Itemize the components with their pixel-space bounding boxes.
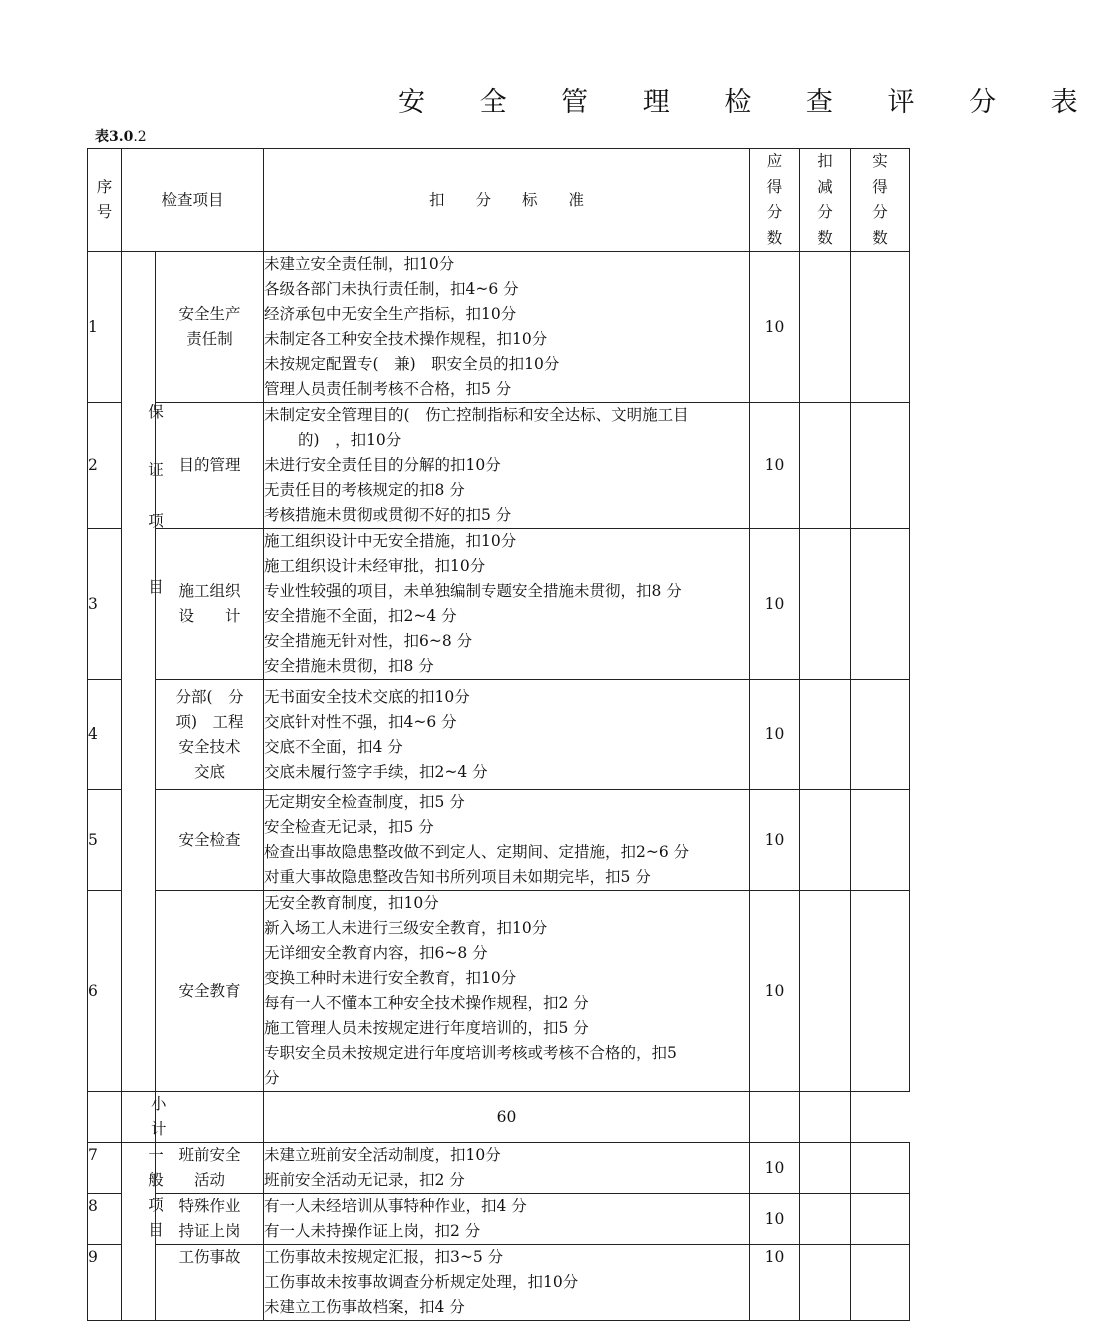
check-item: 安全生产 责任制 bbox=[156, 252, 264, 403]
due-score: 10 bbox=[750, 529, 800, 680]
deduct-score-cell bbox=[800, 891, 851, 1092]
actual-score-cell bbox=[851, 252, 910, 403]
group-general-label: 一 般 项 目 bbox=[148, 1146, 164, 1239]
group-general bbox=[122, 1143, 164, 1321]
check-item: 目的管理 bbox=[156, 403, 264, 529]
actual-score-cell bbox=[851, 1143, 910, 1194]
deduct-score-cell bbox=[800, 790, 851, 891]
actual-score-cell bbox=[851, 790, 910, 891]
due-score: 10 bbox=[750, 1245, 800, 1321]
row-number: 4 bbox=[88, 680, 122, 790]
row-number: 5 bbox=[88, 790, 122, 891]
table-row bbox=[88, 252, 910, 403]
row-number: 7 bbox=[88, 1143, 122, 1194]
table-row bbox=[88, 1143, 910, 1194]
subtotal-number-cell bbox=[88, 1092, 122, 1143]
criteria-cell: 施工组织设计中无安全措施，扣10分 施工组织设计未经审批，扣10分 专业性较强的项目，未单独编制专题安全措施未贯彻，扣8 分 安全措施不全面，扣2~4 分 安全措施无针对性，扣6~8 分 安全措施未贯彻，扣8 分 bbox=[264, 529, 750, 680]
criteria-cell: 无安全教育制度，扣10分 新入场工人未进行三级安全教育，扣10分 无详细安全教育内容，扣6~8 分 变换工种时未进行安全教育，扣10分 每有一人不懂本工种安全技术操作规程，扣2 分 施工管理人员未按规定进行年度培训的，扣5 分 专职安全员未按规定进行年度培训考核或考核不合格的，扣5 分 bbox=[264, 891, 750, 1092]
due-score: 10 bbox=[750, 252, 800, 403]
row-number: 3 bbox=[88, 529, 122, 680]
deduct-score-cell bbox=[800, 680, 851, 790]
due-score: 10 bbox=[750, 1143, 800, 1194]
deduct-score-cell bbox=[800, 403, 851, 529]
actual-score-cell bbox=[851, 891, 910, 1092]
criteria-cell: 无定期安全检查制度，扣5 分 安全检查无记录，扣5 分 检查出事故隐患整改做不到定人、定期间、定措施，扣2~6 分 对重大事故隐患整改告知书所列项目未如期完毕，扣5 分 bbox=[264, 790, 750, 891]
table-row bbox=[88, 1194, 910, 1245]
group-guarantee bbox=[122, 252, 164, 1092]
deduct-score-cell bbox=[800, 529, 851, 680]
header-actual-score: 实 得 分 数 bbox=[851, 149, 910, 252]
row-number: 6 bbox=[88, 891, 122, 1092]
due-score: 10 bbox=[750, 680, 800, 790]
check-item: 工伤事故 bbox=[156, 1245, 264, 1321]
row-number: 8 bbox=[88, 1194, 122, 1245]
header-item: 检查项目 bbox=[122, 149, 264, 252]
row-number: 2 bbox=[88, 403, 122, 529]
criteria-cell: 未建立安全责任制，扣10分 各级各部门未执行责任制，扣4~6 分 经济承包中无安全生产指标，扣10分 未制定各工种安全技术操作规程，扣10分 未按规定配置专( 兼) 职安全员的扣10分 管理人员责任制考核不合格，扣5 分 bbox=[264, 252, 750, 403]
actual-score-cell bbox=[851, 1194, 910, 1245]
check-item: 施工组织 设 计 bbox=[156, 529, 264, 680]
actual-score-cell bbox=[800, 1092, 851, 1143]
criteria-cell: 未制定安全管理目的( 伤亡控制指标和安全达标、文明施工目 的) ，扣10分 未进行安全责任目的分解的扣10分 无责任目的考核规定的扣8 分 考核措施未贯彻或贯彻不好的扣5 分 bbox=[264, 403, 750, 529]
header-seq: 序 号 bbox=[88, 149, 122, 252]
deduct-score-cell bbox=[800, 252, 851, 403]
due-score: 10 bbox=[750, 891, 800, 1092]
table-row bbox=[88, 529, 910, 680]
table-number: 表3.0.2 bbox=[95, 129, 147, 145]
criteria-cell: 无书面安全技术交底的扣10分 交底针对性不强，扣4~6 分 交底不全面，扣4 分 交底未履行签字手续，扣2~4 分 bbox=[264, 680, 750, 790]
check-item: 分部( 分 项) 工程 安全技术 交底 bbox=[156, 680, 264, 790]
actual-score-cell bbox=[851, 403, 910, 529]
check-item: 安全教育 bbox=[156, 891, 264, 1092]
deduct-score-cell bbox=[800, 1143, 851, 1194]
deduct-score-cell bbox=[750, 1092, 800, 1143]
due-score: 10 bbox=[750, 403, 800, 529]
actual-score-cell bbox=[851, 1245, 910, 1321]
check-item: 班前安全 活动 bbox=[156, 1143, 264, 1194]
deduct-score-cell bbox=[800, 1245, 851, 1321]
deduct-score-cell bbox=[800, 1194, 851, 1245]
row-number: 1 bbox=[88, 252, 122, 403]
subtotal-row bbox=[88, 1092, 910, 1143]
subtotal-score: 60 bbox=[264, 1092, 750, 1143]
check-item: 安全检查 bbox=[156, 790, 264, 891]
header-row bbox=[88, 149, 910, 252]
due-score: 10 bbox=[750, 1194, 800, 1245]
criteria-cell: 未建立班前安全活动制度，扣10分 班前安全活动无记录，扣2 分 bbox=[264, 1143, 750, 1194]
actual-score-cell bbox=[851, 680, 910, 790]
table-row bbox=[88, 680, 910, 790]
table-row bbox=[88, 403, 910, 529]
header-deduct-score: 扣 减 分 数 bbox=[800, 149, 851, 252]
actual-score-cell bbox=[851, 529, 910, 680]
table-row bbox=[88, 1245, 910, 1321]
criteria-cell: 工伤事故未按规定汇报，扣3~5 分 工伤事故未按事故调查分析规定处理，扣10分 未建立工伤事故档案，扣4 分 bbox=[264, 1245, 750, 1321]
table-row bbox=[88, 790, 910, 891]
row-number: 9 bbox=[88, 1245, 122, 1321]
due-score: 10 bbox=[750, 790, 800, 891]
criteria-cell: 有一人未经培训从事特种作业，扣4 分 有一人未持操作证上岗，扣2 分 bbox=[264, 1194, 750, 1245]
check-item: 特殊作业 持证上岗 bbox=[156, 1194, 264, 1245]
header-due-score: 应 得 分 数 bbox=[750, 149, 800, 252]
table-row bbox=[88, 891, 910, 1092]
subtotal-label: 小 计 bbox=[122, 1092, 156, 1143]
score-table bbox=[87, 148, 910, 1321]
page-title: 安 全 管 理 检 查 评 分 表 bbox=[398, 87, 1101, 118]
group-guarantee-label: 保 证 项 目 bbox=[148, 403, 164, 596]
header-criteria: 扣 分 标 准 bbox=[264, 149, 750, 252]
